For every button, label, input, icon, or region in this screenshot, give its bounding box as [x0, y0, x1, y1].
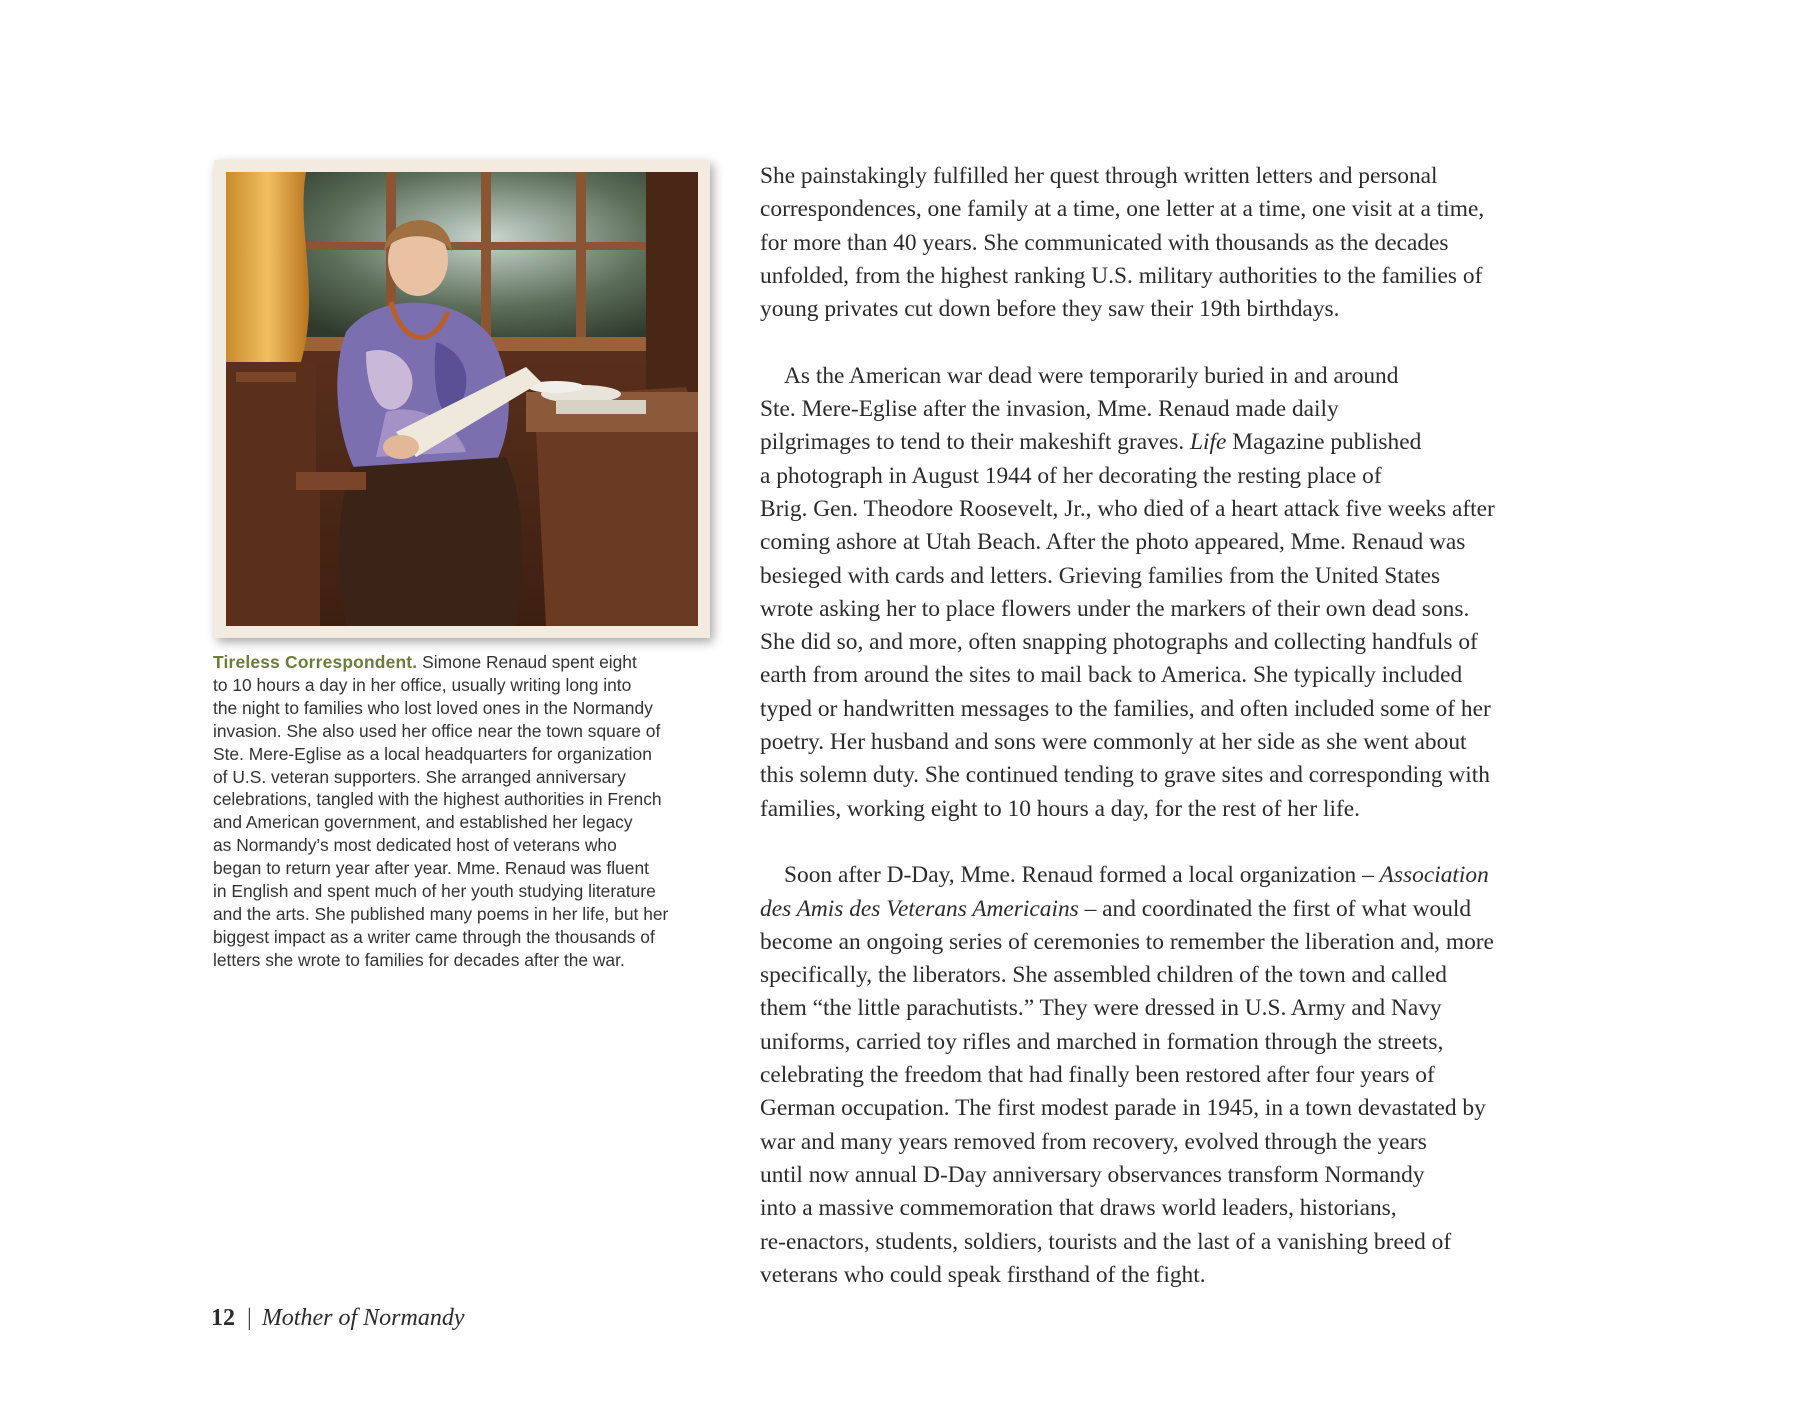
caption-line: in English and spent much of her youth studying literature	[213, 881, 656, 902]
page-footer	[211, 1305, 464, 1332]
text-line: besieged with cards and letters. Grieving families from the United States	[760, 562, 1441, 589]
text-line: specifically, the liberators. She assembled children of the town and called	[760, 962, 1447, 989]
text-line	[760, 859, 1550, 892]
text-span: – and coordinated the first of what would	[1078, 895, 1472, 922]
text-line: them “the little parachutists.” They were dressed in U.S. Army and Navy	[760, 995, 1442, 1022]
paragraph-1	[760, 160, 1550, 326]
organization-name: Association	[1379, 862, 1489, 889]
text-line: re-enactors, students, soldiers, tourists and the last of a vanishing breed of	[760, 1228, 1452, 1255]
caption-text: Simone Renaud spent eight	[417, 652, 637, 672]
caption-line: and American government, and established her legacy	[213, 812, 633, 833]
text-line: earth from around the sites to mail back to America. She typically included	[760, 662, 1463, 689]
magazine-title: Life	[1190, 429, 1227, 456]
caption-lead: Tireless Correspondent.	[213, 652, 418, 672]
text-line: uniforms, carried toy rifles and marched in formation through the streets,	[760, 1028, 1444, 1055]
text-line: typed or handwritten messages to the families, and often included some of her	[760, 695, 1491, 722]
photo-frame	[214, 160, 710, 638]
caption-line: to 10 hours a day in her office, usually writing long into	[213, 674, 632, 695]
text-span: Magazine published	[1226, 429, 1422, 456]
text-line: young privates cut down before they saw their 19th birthdays.	[760, 296, 1340, 323]
text-line: families, working eight to 10 hours a day, for the rest of her life.	[760, 795, 1360, 822]
text-line: celebrating the freedom that had finally been restored after four years of	[760, 1062, 1435, 1089]
organization-name: des Amis des Veterans Americains	[760, 895, 1079, 922]
photo-simone-renaud	[226, 172, 698, 626]
text-line: Ste. Mere-Eglise after the invasion, Mme. Renaud made daily	[760, 396, 1339, 423]
text-line: Brig. Gen. Theodore Roosevelt, Jr., who died of a heart attack five weeks after	[760, 495, 1495, 522]
text-line: war and many years removed from recovery, evolved through the years	[760, 1128, 1427, 1155]
text-line: She painstakingly fulfilled her quest through written letters and personal	[760, 163, 1438, 189]
text-line: unfolded, from the highest ranking U.S. military authorities to the families of	[760, 262, 1483, 289]
text-line: coming ashore at Utah Beach. After the photo appeared, Mme. Renaud was	[760, 529, 1466, 556]
caption-line: the night to families who lost loved ones in the Normandy	[213, 697, 653, 718]
text-span: pilgrimages to tend to their makeshift graves.	[760, 429, 1191, 456]
text-line: correspondences, one family at a time, one letter at a time, one visit at a time,	[760, 196, 1485, 223]
text-line: German occupation. The first modest parade in 1945, in a town devastated by	[760, 1095, 1486, 1122]
text-line: for more than 40 years. She communicated with thousands as the decades	[760, 229, 1449, 256]
footer-separator: |	[247, 1305, 252, 1331]
text-line: She did so, and more, often snapping photographs and collecting handfuls of	[760, 629, 1478, 656]
caption-line: letters she wrote to families for decades after the war.	[213, 949, 625, 970]
caption-line: biggest impact as a writer came through the thousands of	[213, 926, 655, 947]
text-span: Soon after D-Day, Mme. Renaud formed a local organization –	[784, 862, 1380, 889]
text-line: As the American war dead were temporarily buried in and around	[784, 362, 1399, 389]
paragraph-3	[760, 859, 1550, 1292]
text-line: into a massive commemoration that draws world leaders, historians,	[760, 1195, 1397, 1222]
page-number: 12	[211, 1305, 235, 1331]
caption-line: of U.S. veteran supporters. She arranged anniversary	[213, 766, 626, 787]
caption-line: began to return year after year. Mme. Renaud was fluent	[213, 858, 649, 879]
caption-line: and the arts. She published many poems in her life, but her	[213, 903, 669, 924]
text-line	[760, 426, 1550, 459]
text-line: until now annual D-Day anniversary observances transform Normandy	[760, 1161, 1425, 1188]
text-line: become an ongoing series of ceremonies to remember the liberation and, more	[760, 928, 1494, 955]
caption-line	[213, 651, 723, 674]
text-line: a photograph in August 1944 of her decorating the resting place of	[760, 462, 1382, 489]
text-line: this solemn duty. She continued tending to grave sites and corresponding with	[760, 762, 1490, 789]
text-line: wrote asking her to place flowers under the markers of their own dead sons.	[760, 595, 1470, 622]
caption-line: Ste. Mere-Eglise as a local headquarters for organization	[213, 743, 652, 764]
text-line	[760, 893, 1550, 926]
paragraph-2	[760, 360, 1550, 826]
running-title: Mother of Normandy	[261, 1305, 465, 1331]
text-line: veterans who could speak firsthand of the fight.	[760, 1261, 1206, 1288]
photo-caption	[213, 651, 723, 972]
text-line: poetry. Her husband and sons were commonly at her side as she went about	[760, 729, 1467, 756]
caption-line: celebrations, tangled with the highest authorities in French	[213, 789, 662, 810]
caption-line: as Normandy’s most dedicated host of veterans who	[213, 835, 617, 856]
caption-line: invasion. She also used her office near the town square of	[213, 720, 661, 741]
body-text	[760, 160, 1550, 1292]
